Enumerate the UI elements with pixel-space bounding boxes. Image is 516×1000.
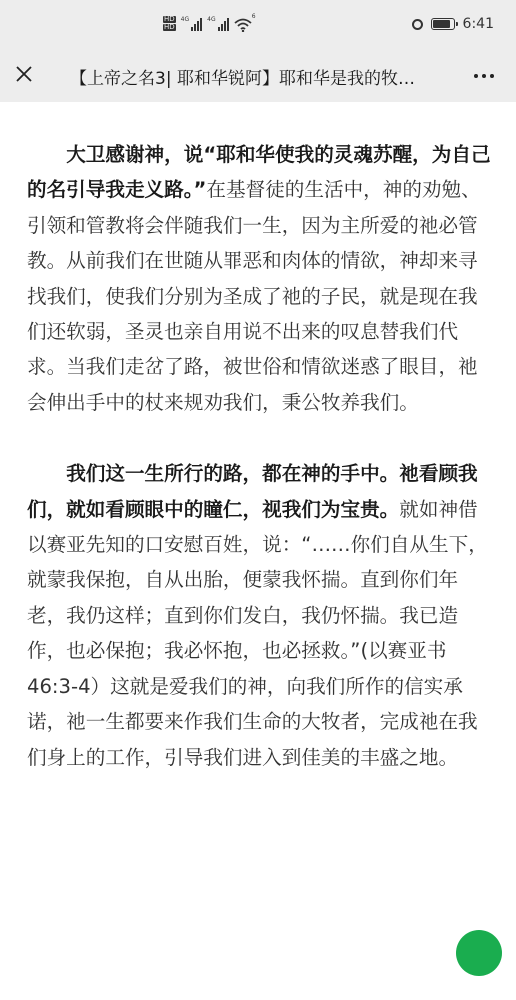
article-paragraph-1 [27,137,492,420]
status-left [163,12,256,31]
status-right [412,16,494,32]
close-button[interactable] [10,60,38,88]
status-time: 6:41 [462,16,494,32]
signal-icon-2 [207,17,228,31]
hd-label-top: HD [164,15,175,23]
floating-action-button[interactable] [456,930,502,976]
hd-label-bottom: HD [164,23,175,31]
more-icon [474,74,478,78]
battery-level [433,20,450,28]
more-button[interactable] [470,62,498,90]
wifi-label: 6 [251,12,256,20]
article-paragraph-2 [27,456,492,775]
battery-icon [431,18,455,30]
signal-2-label: 4G [207,15,216,23]
signal-1-label: 4G [180,15,190,23]
nav-bar [0,50,516,102]
page-title: 【上帝之名3| 耶和华锐阿】耶和华是我的牧… [70,69,415,89]
signal-icon-1 [181,17,202,31]
paragraph-1-emphasis: 大卫感谢神，说“耶和华使我的灵魂苏醒，为自己的名引导我走义路。” [27,143,491,202]
paragraph-1-text: 在基督徒的生活中，神的劝勉、引领和管教将会伴随我们一生，因为主所爱的祂必管教。从前我们在世随从罪恶和肉体的情欲，神却来寻找我们，使我们分别为圣成了祂的子民，就是现在我们还软弱，圣灵也亲自用说不出来的叹息替我们代求。当我们走岔了路，被世俗和情欲迷惑了眼目，祂会伸出手中的杖来规劝我们，秉公牧养我们。 [27,178,481,414]
close-icon [15,65,33,83]
hd-indicator [163,16,176,31]
wifi-icon [234,12,256,31]
paragraph-2-emphasis: 我们这一生所行的路，都在神的手中。祂看顾我们，就如看顾眼中的瞳仁，视我们为宝贵。 [27,462,478,521]
alarm-icon [412,19,423,30]
status-bar [0,0,516,50]
paragraph-2-text: 就如神借以赛亚先知的口安慰百姓，说：“……你们自从生下，就蒙我保抱，自从出胎，便蒙我怀揣。直到你们年老，我仍这样；直到你们发白，我仍怀揣。我已造作，也必保抱；我必怀抱，也必拯救。”(以赛亚书 46:3-4）这就是爱我们的神，向我们所作的信实承诺，祂一生都要来作我们生命的大牧者，完成祂在我们身上的工作，引导我们进入到佳美的丰盛之地。 [27,497,488,769]
article-body [27,137,492,775]
